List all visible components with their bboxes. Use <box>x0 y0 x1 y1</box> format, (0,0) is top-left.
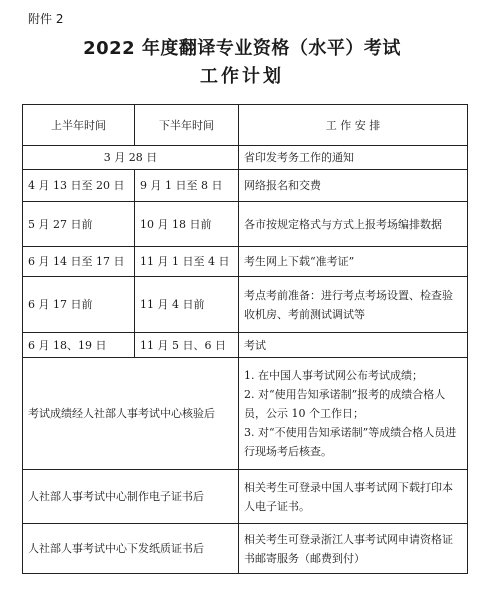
table-row <box>23 524 468 574</box>
merged-time-cell: 考试成绩经人社部人事考试中心核验后 <box>23 358 239 470</box>
work-cell: 相关考生可登录中国人事考试网下载打印本人电子证书。 <box>239 470 468 524</box>
first-half-cell: 5 月 27 日前 <box>23 202 135 247</box>
work-item: 2. 对“使用告知承诺制”报考的成绩合格人员，公示 10 个工作日； <box>244 388 446 420</box>
table-row <box>23 146 468 170</box>
document-subtitle: 工作计划 <box>200 66 284 87</box>
table-row <box>23 202 468 247</box>
second-half-cell: 9 月 1 日至 8 日 <box>135 170 239 202</box>
work-item: 1. 在中国人事考试网公布考试成绩； <box>244 369 423 382</box>
table-row <box>23 247 468 277</box>
first-half-cell: 6 月 14 日至 17 日 <box>23 247 135 277</box>
work-plan-table <box>22 104 468 574</box>
second-half-cell: 11 月 1 日至 4 日 <box>135 247 239 277</box>
work-cell <box>239 358 468 470</box>
work-cell: 网络报名和交费 <box>239 170 468 202</box>
first-half-cell: 4 月 13 日至 20 日 <box>23 170 135 202</box>
merged-time-cell: 3 月 28 日 <box>23 146 239 170</box>
merged-time-cell: 人社部人事考试中心制作电子证书后 <box>23 470 239 524</box>
header-second-half: 下半年时间 <box>135 105 239 146</box>
work-cell: 各市按规定格式与方式上报考场编排数据 <box>239 202 468 247</box>
first-half-cell: 6 月 17 日前 <box>23 277 135 333</box>
work-cell: 考试 <box>239 333 468 358</box>
table-header-row <box>23 105 468 146</box>
table-row <box>23 170 468 202</box>
table-row <box>23 277 468 333</box>
header-first-half: 上半年时间 <box>23 105 135 146</box>
merged-time-cell: 人社部人事考试中心下发纸质证书后 <box>23 524 239 574</box>
work-item: 3. 对“不使用告知承诺制”等成绩合格人员进行现场考后核查。 <box>244 426 457 458</box>
work-cell: 相关考生可登录浙江人事考试网申请资格证书邮寄服务（邮费到付） <box>239 524 468 574</box>
second-half-cell: 11 月 4 日前 <box>135 277 239 333</box>
work-cell: 考生网上下载“准考证” <box>239 247 468 277</box>
first-half-cell: 6 月 18、19 日 <box>23 333 135 358</box>
work-cell: 考点考前准备：进行考点考场设置、检查验收机房、考前测试调试等 <box>239 277 468 333</box>
header-work: 工 作 安 排 <box>239 105 468 146</box>
second-half-cell: 10 月 18 日前 <box>135 202 239 247</box>
document-title: 2022 年度翻译专业资格（水平）考试 <box>83 38 401 59</box>
table-row <box>23 358 468 470</box>
table-row <box>23 470 468 524</box>
table-row <box>23 333 468 358</box>
work-cell: 省印发考务工作的通知 <box>239 146 468 170</box>
annex-label: 附件 2 <box>28 12 64 26</box>
second-half-cell: 11 月 5 日、6 日 <box>135 333 239 358</box>
